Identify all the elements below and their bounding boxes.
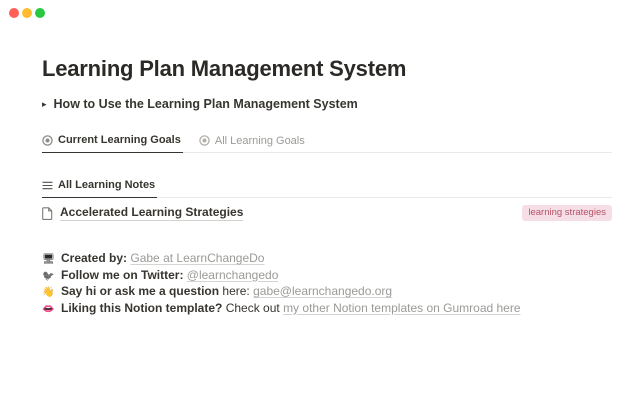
footer-plain-text: Check out [225, 300, 280, 315]
page-title: Learning Plan Management System [42, 56, 407, 81]
footer-bold-text: Follow me on Twitter: [61, 267, 184, 282]
page-icon [42, 207, 53, 220]
bird-icon: 🐦 [42, 270, 55, 282]
tab-all-learning-goals[interactable] [199, 131, 307, 153]
footer-plain-text: here: [222, 284, 250, 298]
footer [42, 251, 612, 317]
footer-bold-text: Liking this Notion template? [61, 300, 223, 315]
waving-hand-icon: 👋 [42, 287, 55, 298]
goals-view-tabs [42, 131, 612, 153]
target-icon [42, 135, 53, 146]
email-link[interactable]: gabe@learnchangedo.org [253, 284, 393, 298]
toggle-arrow-icon[interactable]: ▸ [42, 98, 47, 109]
tab-label: All Learning Notes [58, 179, 156, 191]
desktop-computer-icon: 🖥 [42, 254, 55, 265]
minimize-window-button[interactable] [22, 8, 32, 18]
twitter-handle-link[interactable]: @learnchangedo [186, 267, 279, 282]
tab-label: Current Learning Goals [58, 134, 181, 146]
notes-view-tabs [42, 176, 612, 198]
traffic-lights [9, 8, 45, 18]
lips-icon: 👄 [42, 303, 55, 315]
list-icon [42, 180, 53, 191]
note-row[interactable] [42, 199, 612, 227]
zoom-window-button[interactable] [35, 8, 45, 18]
tag-learning-strategies[interactable]: learning strategies [522, 205, 612, 222]
footer-contact [42, 284, 612, 301]
creator-link[interactable]: Gabe at LearnChangeDo [130, 251, 265, 265]
close-window-button[interactable] [9, 8, 19, 18]
tab-label: All Learning Goals [214, 134, 305, 147]
window-titlebar [0, 0, 640, 28]
footer-bold-text: Say hi or ask me a question [61, 284, 220, 298]
footer-created-by [42, 251, 612, 268]
tab-all-learning-notes[interactable] [42, 176, 157, 198]
footer-twitter [42, 268, 612, 285]
gumroad-link[interactable]: my other Notion templates on Gumroad here [283, 300, 521, 315]
toggle-label[interactable]: How to Use the Learning Plan Management System [53, 97, 358, 111]
target-icon [199, 135, 210, 146]
note-title-link[interactable]: Accelerated Learning Strategies [60, 205, 244, 219]
page-content [42, 56, 612, 317]
footer-gumroad [42, 301, 612, 318]
tab-current-learning-goals[interactable] [42, 131, 183, 153]
footer-bold-text: Created by: [61, 251, 128, 265]
how-to-use-toggle[interactable] [42, 97, 612, 111]
